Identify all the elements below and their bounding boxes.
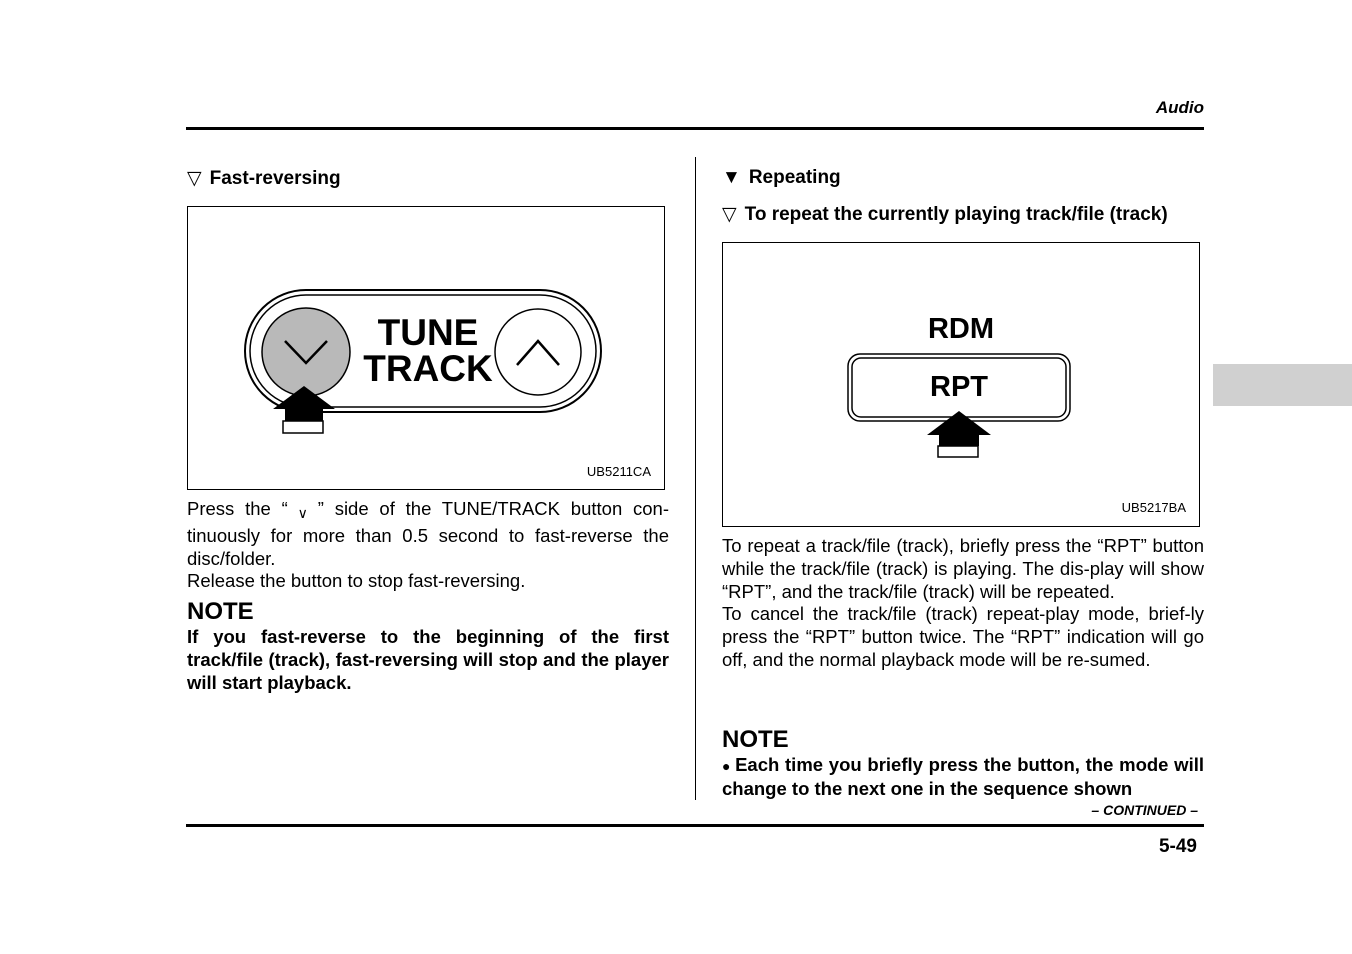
note-bullet-text: ● Each time you briefly press the button, the mode will change to the next one in the sequence shown	[722, 754, 1204, 799]
section-title: Audio	[1155, 98, 1204, 117]
repeating-heading-text: Repeating	[748, 167, 841, 188]
open-triangle-icon: ▽	[722, 204, 737, 225]
figure-code: UB5217BA	[1121, 500, 1186, 515]
tune-track-label	[353, 312, 503, 389]
cancel-paragraph: To cancel the track/file (track) repeat-play mode, brief-ly press the “RPT” button twice. The “RPT” indication will go off, and the normal playback mode will be re-sumed.	[722, 603, 1204, 670]
footer-rule	[186, 824, 1204, 827]
press-arrow-base	[283, 421, 323, 433]
chevron-down-icon: ∨	[297, 505, 308, 521]
filled-triangle-icon: ▼	[722, 167, 741, 188]
figure-code: UB5211CA	[586, 464, 651, 479]
rpt-label: RPT	[930, 371, 988, 403]
instruction-paragraph: Press the “ ∨ ” side of the TUNE/TRACK button con-tinuously for more than 0.5 second to fast-reverse the disc/folder.	[187, 498, 670, 569]
fast-reversing-instructions	[187, 498, 669, 593]
repeat-instructions	[722, 535, 1204, 672]
fast-reversing-heading-text: Fast-reversing	[209, 168, 341, 189]
rpt-figure	[722, 242, 1200, 527]
rdm-label: RDM	[927, 313, 995, 345]
fast-reversing-heading	[187, 167, 341, 190]
continued-label: – CONTINUED –	[1091, 802, 1198, 818]
open-triangle-icon: ▽	[187, 168, 202, 189]
track-label: TRACK	[363, 348, 493, 389]
chevron-down-button	[262, 308, 350, 396]
repeat-track-heading-text: To repeat the currently playing track/file (track)	[744, 204, 1168, 225]
tune-track-figure	[187, 206, 665, 490]
press-arrow-base	[938, 446, 978, 457]
bullet-icon: ●	[722, 758, 732, 774]
release-paragraph: Release the button to stop fast-reversing.	[187, 570, 526, 592]
page-number: 5-49	[1158, 836, 1197, 857]
repeat-track-heading	[722, 203, 1168, 226]
repeating-heading	[722, 167, 841, 189]
tune-label: TUNE	[377, 312, 479, 353]
note-title: NOTE	[722, 726, 789, 753]
column-divider	[695, 157, 696, 800]
repeat-paragraph: To repeat a track/file (track), briefly press the “RPT” button while the track/file (track) is playing. The dis-play will show “RPT”, and the track/file (track) will be repeated.	[722, 535, 1204, 602]
chevron-up-button	[495, 309, 581, 395]
header-rule	[186, 127, 1204, 130]
note-title: NOTE	[187, 598, 254, 625]
note-text: If you fast-reverse to the beginning of the first track/file (track), fast-reversing will stop and the player will start playback.	[187, 626, 669, 693]
chapter-tab	[1213, 364, 1352, 406]
